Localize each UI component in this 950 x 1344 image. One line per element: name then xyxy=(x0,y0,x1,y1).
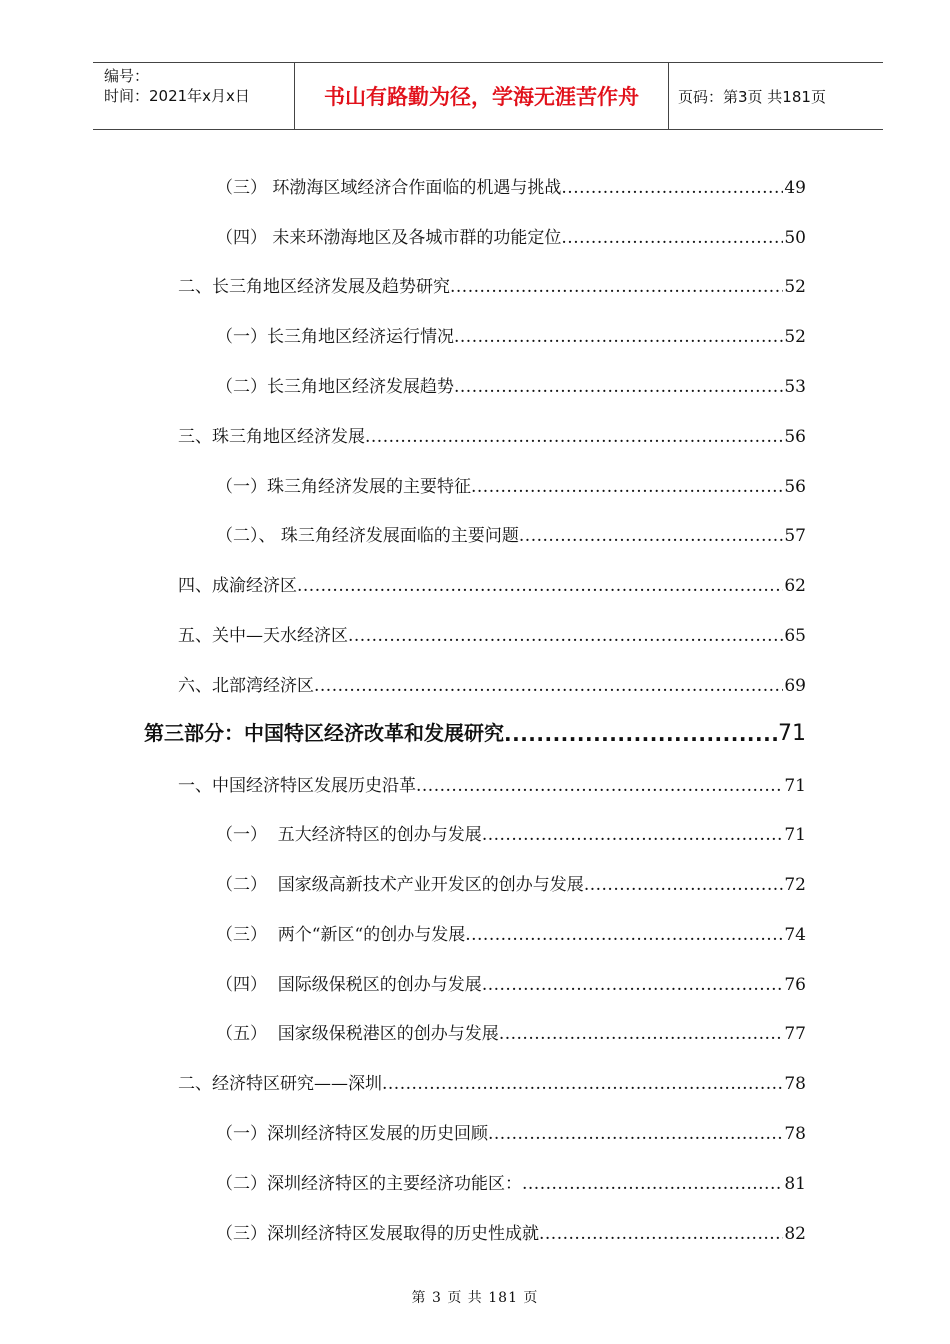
toc-entry-page: 71 xyxy=(778,721,806,746)
toc-entry-title: （一） 五大经济特区的创办与发展 xyxy=(216,825,482,845)
toc-entry[interactable] xyxy=(216,915,806,945)
toc-entry-page: 52 xyxy=(784,327,806,347)
toc-entry-page: 71 xyxy=(784,825,806,845)
toc-entry-title: （五） 国家级保税港区的创办与发展 xyxy=(216,1024,499,1044)
toc-entry-title: （四） 国际级保税区的创办与发展 xyxy=(216,975,482,995)
toc-entry-page: 76 xyxy=(784,975,806,995)
toc-entry-title: 三、珠三角地区经济发展 xyxy=(178,427,365,447)
toc-entry-title: （一）长三角地区经济运行情况 xyxy=(216,327,454,347)
toc-entry[interactable] xyxy=(216,516,806,546)
toc-leader xyxy=(488,1124,783,1144)
page-footer: 第 3 页 共 181 页 xyxy=(411,1290,539,1306)
toc-entry-title: （三） 环渤海区域经济合作面临的机遇与挑战 xyxy=(216,178,562,198)
toc-entry[interactable] xyxy=(216,815,806,845)
toc-leader xyxy=(482,825,784,845)
toc-entry-page: 72 xyxy=(784,875,806,895)
toc-leader xyxy=(297,576,783,596)
toc-leader xyxy=(504,722,777,746)
toc-leader xyxy=(465,925,783,945)
toc-entry[interactable] xyxy=(216,168,806,198)
toc-leader xyxy=(539,1224,783,1244)
toc-entry-page: 56 xyxy=(784,427,806,447)
toc-entry-title: 二、长三角地区经济发展及趋势研究 xyxy=(178,277,450,297)
header-page-info: 页码：第3页 共181页 xyxy=(678,87,826,106)
toc-entry-page: 49 xyxy=(784,178,806,198)
toc-entry-page: 78 xyxy=(784,1124,806,1144)
toc-entry[interactable] xyxy=(178,1064,806,1094)
header-meta xyxy=(93,63,295,129)
toc-leader xyxy=(365,427,783,447)
toc-entry[interactable] xyxy=(216,467,806,497)
toc-entry-title: （二）深圳经济特区的主要经济功能区： xyxy=(216,1174,522,1194)
toc-entry[interactable] xyxy=(178,417,806,447)
toc-entry-page: 65 xyxy=(784,626,806,646)
toc-entry-title: （二） 国家级高新技术产业开发区的创办与发展 xyxy=(216,875,584,895)
toc-entry-title: 第三部分：中国特区经济改革和发展研究 xyxy=(144,721,504,745)
toc-leader xyxy=(454,377,783,397)
toc-entry-title: 一、中国经济特区发展历史沿革 xyxy=(178,776,416,796)
toc-entry[interactable] xyxy=(216,1014,806,1044)
toc-entry-page: 56 xyxy=(784,477,806,497)
toc-leader xyxy=(519,526,783,546)
toc-leader xyxy=(314,676,783,696)
toc-entry-title: （一）深圳经济特区发展的历史回顾 xyxy=(216,1124,488,1144)
toc-leader xyxy=(471,477,783,497)
toc-entry[interactable] xyxy=(178,267,806,297)
toc-entry[interactable] xyxy=(178,766,806,796)
toc-entry[interactable] xyxy=(216,367,806,397)
toc-entry-page: 71 xyxy=(784,776,806,796)
toc-leader xyxy=(450,277,783,297)
toc-leader xyxy=(416,776,783,796)
toc-entry-title: （三） 两个“新区“的创办与发展 xyxy=(216,925,466,945)
number-label: 编号： xyxy=(104,67,150,85)
toc-entry[interactable] xyxy=(178,666,806,696)
toc-entry-title: （二）、 珠三角经济发展面临的主要问题 xyxy=(216,526,519,546)
toc-entry[interactable] xyxy=(216,965,806,995)
toc-entry[interactable] xyxy=(178,566,806,596)
toc-entry-title: （二）长三角地区经济发展趋势 xyxy=(216,377,454,397)
toc-leader xyxy=(382,1074,783,1094)
toc-entry[interactable] xyxy=(216,1214,806,1244)
toc-entry-page: 57 xyxy=(784,526,806,546)
toc-entry[interactable] xyxy=(216,218,806,248)
toc-entry-title: （三）深圳经济特区发展取得的历史性成就 xyxy=(216,1224,539,1244)
toc-leader xyxy=(522,1174,783,1194)
time-label: 时间：2021年x月x日 xyxy=(104,87,250,105)
toc-entry[interactable] xyxy=(216,317,806,347)
toc-entry[interactable] xyxy=(216,1114,806,1144)
toc-entry-title: 五、关中—天水经济区 xyxy=(178,626,348,646)
toc-entry-title: 四、成渝经济区 xyxy=(178,576,297,596)
toc-leader xyxy=(482,975,784,995)
toc-entry-page: 78 xyxy=(784,1074,806,1094)
toc-entry-page: 82 xyxy=(784,1224,806,1244)
toc-entry-page: 69 xyxy=(784,676,806,696)
page-header xyxy=(93,62,883,130)
toc-entry-title: 二、经济特区研究——深圳 xyxy=(178,1074,382,1094)
toc-leader xyxy=(348,626,783,646)
toc-entry-page: 50 xyxy=(784,228,806,248)
toc-leader xyxy=(454,327,783,347)
toc-entry-page: 52 xyxy=(784,277,806,297)
toc-entry[interactable] xyxy=(178,616,806,646)
header-motto: 书山有路勤为径，学海无涯苦作舟 xyxy=(295,63,669,129)
toc-leader xyxy=(561,178,783,198)
toc-leader xyxy=(499,1024,784,1044)
toc-entry[interactable] xyxy=(216,1164,806,1194)
toc-entry[interactable] xyxy=(216,865,806,895)
toc-part-heading[interactable] xyxy=(144,716,806,746)
toc-entry-page: 77 xyxy=(784,1024,806,1044)
toc-entry-page: 62 xyxy=(784,576,806,596)
toc-entry-title: （一）珠三角经济发展的主要特征 xyxy=(216,477,471,497)
toc-entry-title: （四） 未来环渤海地区及各城市群的功能定位 xyxy=(216,228,562,248)
toc-entry-title: 六、北部湾经济区 xyxy=(178,676,314,696)
toc-entry-page: 53 xyxy=(784,377,806,397)
toc-entry-page: 74 xyxy=(784,925,806,945)
toc-leader xyxy=(584,875,784,895)
toc-leader xyxy=(561,228,783,248)
toc-entry-page: 81 xyxy=(784,1174,806,1194)
